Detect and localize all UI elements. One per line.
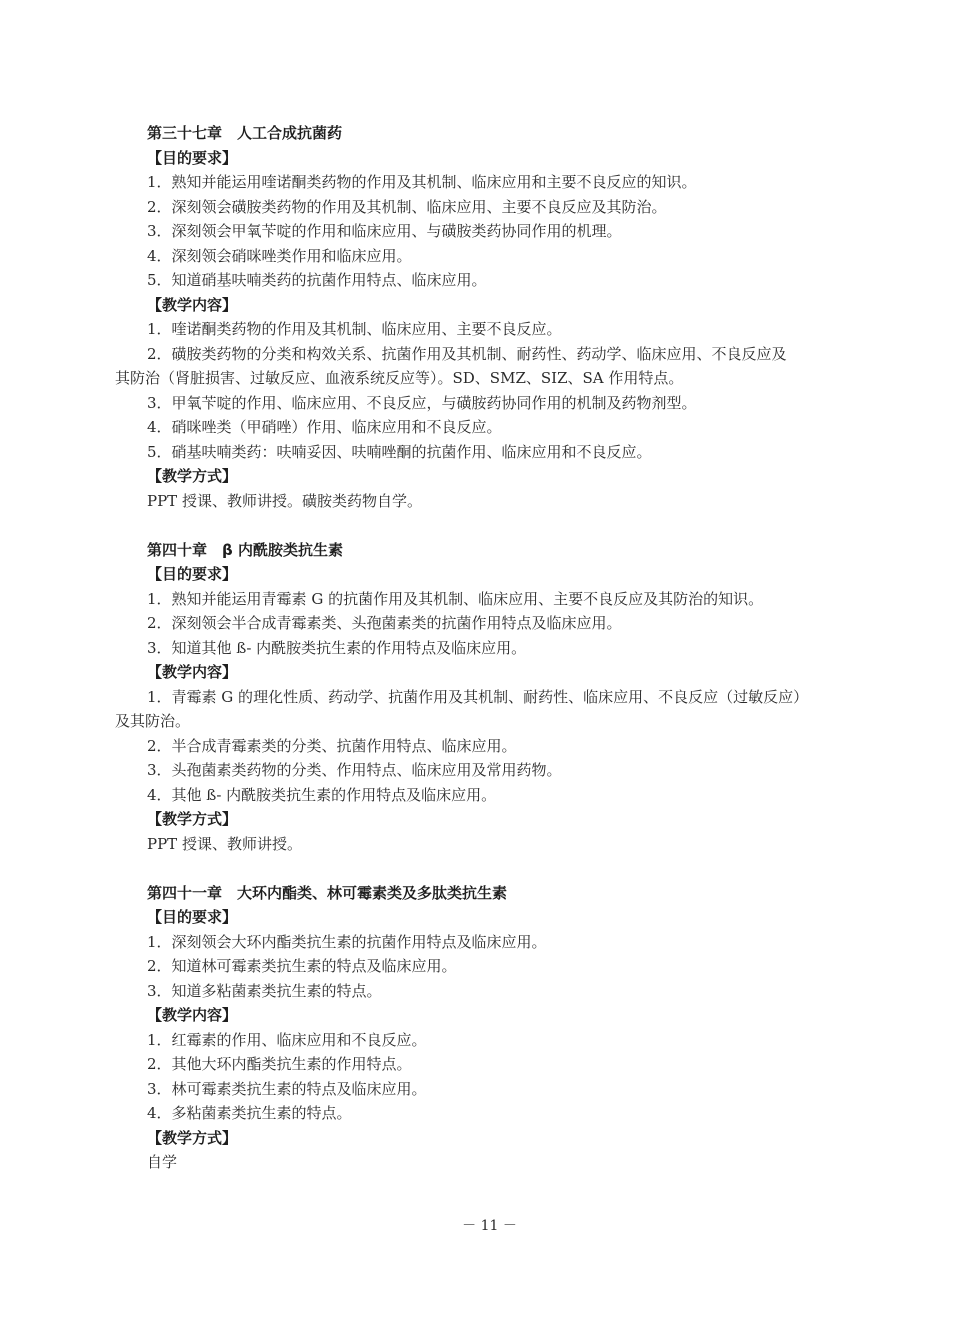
objective-item: 3．知道多粘菌素类抗生素的特点。 xyxy=(147,981,382,1000)
content-item: 1．喹诺酮类药物的作用及其机制、临床应用、主要不良反应。 xyxy=(147,320,562,338)
content-item: 4．硝咪唑类（甲硝唑）作用、临床应用和不良反应。 xyxy=(147,418,502,436)
content-item: 5．硝基呋喃类药：呋喃妥因、呋喃唑酮的抗菌作用、临床应用和不良反应。 xyxy=(147,442,652,461)
method-text: 自学 xyxy=(147,1153,178,1171)
content-heading: 【教学内容】 xyxy=(147,1006,238,1024)
content-item: 1．青霉素 G 的理化性质、药动学、抗菌作用及其机制、耐药性、临床应用、不良反应（过敏反应） xyxy=(147,687,809,706)
objective-item: 4．深刻领会硝咪唑类作用和临床应用。 xyxy=(147,246,412,265)
content-heading: 【教学内容】 xyxy=(147,295,238,314)
method-heading: 【教学方式】 xyxy=(147,1128,238,1147)
content-item-continuation: 及其防治。 xyxy=(115,712,191,730)
objective-item: 1．熟知并能运用喹诺酮类药物的作用及其机制、临床应用和主要不良反应的知识。 xyxy=(147,173,697,191)
objective-item: 3．知道其他 ß- 内酰胺类抗生素的作用特点及临床应用。 xyxy=(147,638,527,657)
content-heading: 【教学内容】 xyxy=(147,663,238,681)
objective-item: 1．熟知并能运用青霉素 G 的抗菌作用及其机制、临床应用、主要不良反应及其防治的知识。 xyxy=(147,589,764,608)
content-item: 4．多粘菌素类抗生素的特点。 xyxy=(147,1104,352,1122)
objective-item: 2．深刻领会半合成青霉素类、头孢菌素类的抗菌作用特点及临床应用。 xyxy=(147,614,622,632)
page-content xyxy=(115,121,885,1175)
content-item-continuation: 其防治（肾脏损害、过敏反应、血液系统反应等）。SD、SMZ、SIZ、SA 作用特点。 xyxy=(115,369,684,387)
content-item: 1．红霉素的作用、临床应用和不良反应。 xyxy=(147,1030,427,1049)
content-item: 2．其他大环内酯类抗生素的作用特点。 xyxy=(147,1055,412,1073)
chapter-title: 第三十七章 人工合成抗菌药 xyxy=(147,124,343,142)
method-text: PPT 授课、教师讲授。 xyxy=(147,834,302,853)
chapter-40 xyxy=(115,538,885,857)
chapter-41 xyxy=(115,881,885,1175)
method-heading: 【教学方式】 xyxy=(147,810,238,828)
content-item: 3．头孢菌素类药物的分类、作用特点、临床应用及常用药物。 xyxy=(147,761,562,779)
chapter-37 xyxy=(115,121,885,513)
chapter-title: 第四十一章 大环内酯类、林可霉素类及多肽类抗生素 xyxy=(147,883,508,902)
page-number: － 11 － xyxy=(462,1218,517,1234)
objectives-heading: 【目的要求】 xyxy=(147,908,238,926)
objective-item: 1．深刻领会大环内酯类抗生素的抗菌作用特点及临床应用。 xyxy=(147,932,547,951)
objective-item: 2．知道林可霉素类抗生素的特点及临床应用。 xyxy=(147,957,457,975)
objective-item: 2．深刻领会磺胺类药物的作用及其机制、临床应用、主要不良反应及其防治。 xyxy=(147,197,667,216)
content-item: 2．磺胺类药物的分类和构效关系、抗菌作用及其机制、耐药性、药动学、临床应用、不良反应及 xyxy=(147,344,787,363)
objectives-heading: 【目的要求】 xyxy=(147,148,238,167)
content-item: 3．林可霉素类抗生素的特点及临床应用。 xyxy=(147,1079,427,1098)
chapter-title: 第四十章 β 内酰胺类抗生素 xyxy=(147,540,343,559)
objectives-heading: 【目的要求】 xyxy=(147,565,238,583)
method-text: PPT 授课、教师讲授。磺胺类药物自学。 xyxy=(147,491,422,510)
method-heading: 【教学方式】 xyxy=(147,467,238,485)
content-item: 4．其他 ß- 内酰胺类抗生素的作用特点及临床应用。 xyxy=(147,785,497,804)
content-item: 3．甲氧苄啶的作用、临床应用、不良反应，与磺胺药协同作用的机制及药物剂型。 xyxy=(147,393,697,412)
content-item: 2．半合成青霉素类的分类、抗菌作用特点、临床应用。 xyxy=(147,736,517,755)
objective-item: 3．深刻领会甲氧苄啶的作用和临床应用、与磺胺类药协同作用的机理。 xyxy=(147,222,622,240)
objective-item: 5．知道硝基呋喃类药的抗菌作用特点、临床应用。 xyxy=(147,271,487,289)
